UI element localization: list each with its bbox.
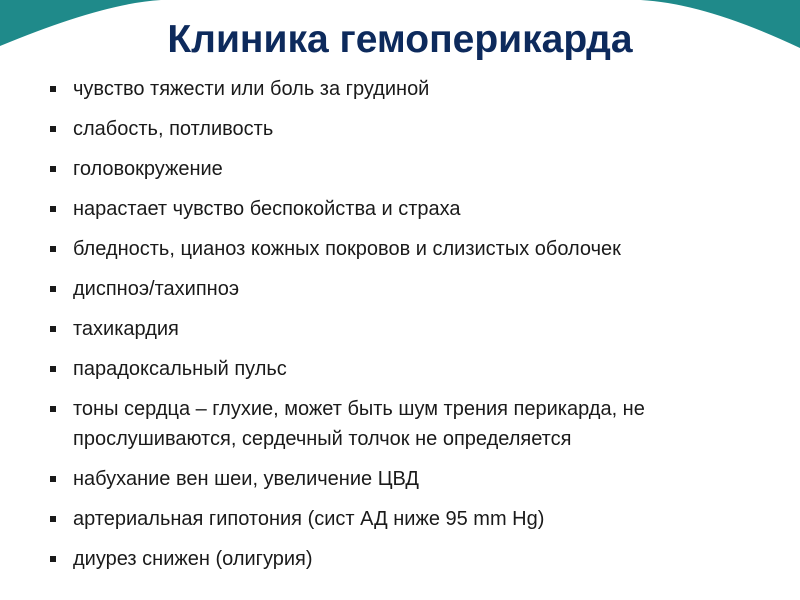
bullet-text: тоны сердца – глухие, может быть шум трения перикарда, не прослушиваются, сердечный толчок не определяется xyxy=(73,398,645,450)
bullet-text: бледность, цианоз кожных покровов и слизистых оболочек xyxy=(73,238,621,260)
square-bullet-icon xyxy=(50,326,56,332)
square-bullet-icon xyxy=(50,166,56,172)
bullet-item xyxy=(50,354,780,384)
bullet-text: головокружение xyxy=(73,158,223,180)
bullet-item xyxy=(50,394,780,454)
bullet-item xyxy=(50,274,780,304)
bullet-item xyxy=(50,464,780,494)
square-bullet-icon xyxy=(50,126,56,132)
bullet-item xyxy=(50,504,780,534)
bullet-item xyxy=(50,114,780,144)
square-bullet-icon xyxy=(50,406,56,412)
slide-title: Клиника гемоперикарда xyxy=(167,18,633,61)
bullet-item xyxy=(50,234,780,264)
square-bullet-icon xyxy=(50,516,56,522)
bullet-text: чувство тяжести или боль за грудиной xyxy=(73,78,430,100)
square-bullet-icon xyxy=(50,286,56,292)
bullet-text: нарастает чувство беспокойства и страха xyxy=(73,198,461,220)
square-bullet-icon xyxy=(50,476,56,482)
bullet-item xyxy=(50,154,780,184)
bullet-text: диспноэ/тахипноэ xyxy=(73,278,240,300)
bullet-text: тахикардия xyxy=(73,318,179,340)
square-bullet-icon xyxy=(50,246,56,252)
square-bullet-icon xyxy=(50,556,56,562)
bullet-text: набухание вен шеи, увеличение ЦВД xyxy=(73,468,419,490)
bullet-text: артериальная гипотония (сист АД ниже 95 mm Hg) xyxy=(73,508,545,530)
bullet-text: парадоксальный пульс xyxy=(73,358,287,380)
bullet-text: диурез снижен (олигурия) xyxy=(73,548,313,570)
square-bullet-icon xyxy=(50,206,56,212)
bullet-item xyxy=(50,314,780,344)
bullet-text: слабость, потливость xyxy=(73,118,274,140)
bullet-item xyxy=(50,74,780,104)
square-bullet-icon xyxy=(50,86,56,92)
bullet-item xyxy=(50,194,780,224)
bullet-item xyxy=(50,544,780,574)
bullet-list xyxy=(50,74,780,584)
square-bullet-icon xyxy=(50,366,56,372)
